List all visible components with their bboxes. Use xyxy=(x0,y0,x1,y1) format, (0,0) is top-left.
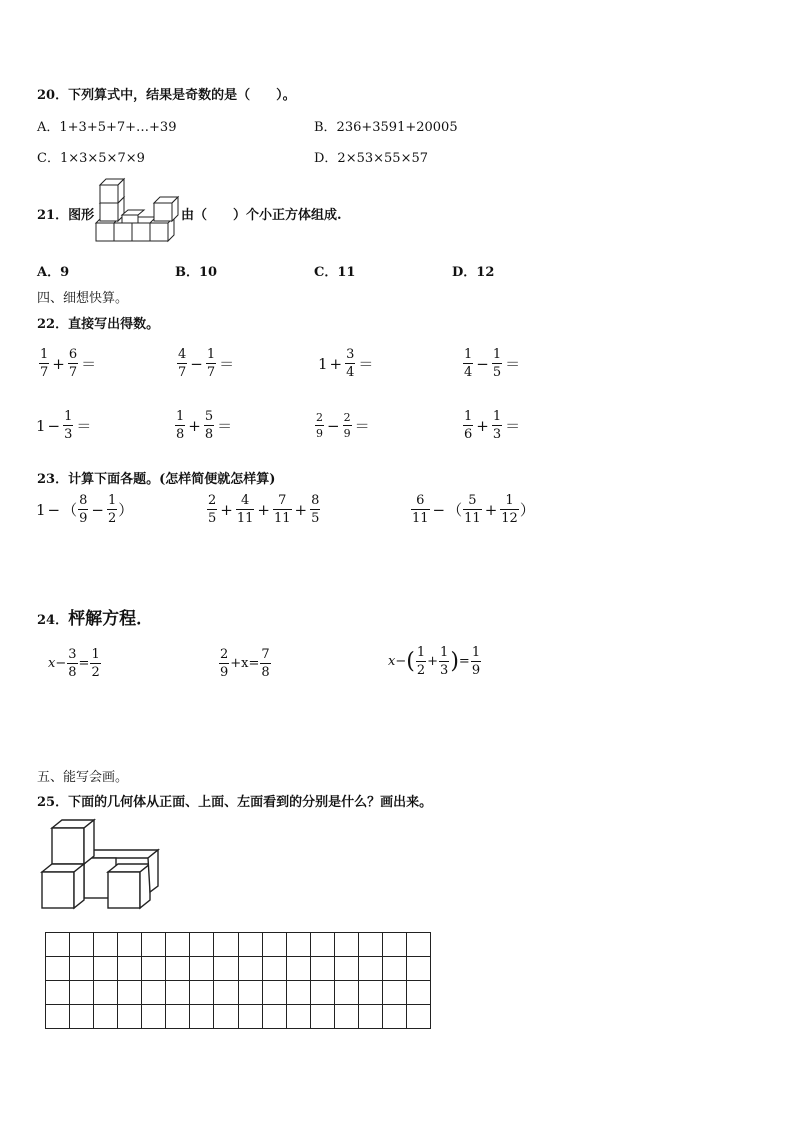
grid-cell[interactable] xyxy=(406,980,431,1005)
grid-cell[interactable] xyxy=(45,932,70,957)
grid-cell[interactable] xyxy=(406,932,431,957)
grid-cell[interactable] xyxy=(262,980,287,1005)
grid-cell[interactable] xyxy=(334,932,359,957)
grid-cell[interactable] xyxy=(165,932,190,957)
grid-cell[interactable] xyxy=(165,1004,190,1029)
grid-cell[interactable] xyxy=(93,980,118,1005)
q22-stem: 22．直接写出得数。 xyxy=(37,317,160,332)
grid-cell[interactable] xyxy=(189,980,214,1005)
q21-option-b[interactable]: B．10 xyxy=(175,265,218,280)
q21-option-c[interactable]: C．11 xyxy=(314,265,356,280)
grid-cell[interactable] xyxy=(141,980,166,1005)
grid-cell[interactable] xyxy=(382,932,407,957)
section-4-heading: 四、细想快算。 xyxy=(37,291,129,306)
q21-cube-figure xyxy=(94,178,180,244)
grid-cell[interactable] xyxy=(358,956,383,981)
grid-cell[interactable] xyxy=(238,980,263,1005)
q24-equation-1: x − $\frac{3}{8}$ = $\frac{1}{2}$ xyxy=(48,647,100,680)
grid-cell[interactable] xyxy=(310,980,335,1005)
grid-cell[interactable] xyxy=(213,1004,238,1029)
grid-cell[interactable] xyxy=(141,1004,166,1029)
grid-cell[interactable] xyxy=(262,956,287,981)
q24-equation-3: x − ( $\frac{1}{2}$ + $\frac{1}{3}$ ) = $\frac{1}{9}$ xyxy=(388,645,481,678)
grid-cell[interactable] xyxy=(334,980,359,1005)
q23-expr-2: $\frac{2}{5}$ + $\frac{4}{11}$ + $\frac{7}{11}$ + $\frac{8}{5}$ xyxy=(208,493,320,526)
q20-option-c[interactable]: C．1×3×5×7×9 xyxy=(37,151,145,166)
grid-cell[interactable] xyxy=(117,956,142,981)
grid-cell[interactable] xyxy=(93,932,118,957)
q21-stem-prefix: 21．图形 xyxy=(37,208,95,223)
grid-cell[interactable] xyxy=(358,1004,383,1029)
grid-cell[interactable] xyxy=(358,932,383,957)
grid-cell[interactable] xyxy=(334,1004,359,1029)
grid-cell[interactable] xyxy=(45,980,70,1005)
grid-cell[interactable] xyxy=(93,956,118,981)
grid-cell[interactable] xyxy=(382,980,407,1005)
q21-option-a[interactable]: A．9 xyxy=(37,265,70,280)
q22-expr-5: 1 − $\frac{1}{3}$ ＝ xyxy=(36,409,92,442)
grid-cell[interactable] xyxy=(286,956,311,981)
q22-expr-2: $\frac{4}{7}$ − $\frac{1}{7}$ ＝ xyxy=(178,347,235,380)
q23-expr-1: 1 − （ $\frac{8}{9}$ − $\frac{1}{2}$ ） xyxy=(36,493,134,526)
grid-cell[interactable] xyxy=(45,956,70,981)
grid-cell[interactable] xyxy=(406,1004,431,1029)
grid-cell[interactable] xyxy=(69,932,94,957)
grid-cell[interactable] xyxy=(382,956,407,981)
grid-cell[interactable] xyxy=(213,932,238,957)
q23-expr-3: $\frac{6}{11}$ − （ $\frac{5}{11}$ + $\frac{1}{12}$ ） xyxy=(412,493,535,526)
grid-cell[interactable] xyxy=(358,980,383,1005)
grid-cell[interactable] xyxy=(286,932,311,957)
grid-cell[interactable] xyxy=(189,956,214,981)
q20-option-b[interactable]: B．236+3591+20005 xyxy=(314,120,458,135)
q22-expr-1: $\frac{1}{7}$ + $\frac{6}{7}$ ＝ xyxy=(40,347,97,380)
grid-cell[interactable] xyxy=(286,1004,311,1029)
grid-cell[interactable] xyxy=(262,1004,287,1029)
q22-expr-8: $\frac{1}{6}$ + $\frac{1}{3}$ ＝ xyxy=(464,409,521,442)
grid-cell[interactable] xyxy=(117,1004,142,1029)
q21-stem-suffix: 由（ ）个小正方体组成. xyxy=(181,208,342,223)
q20-option-d[interactable]: D．2×53×55×57 xyxy=(314,151,428,166)
grid-cell[interactable] xyxy=(69,1004,94,1029)
section-5-heading: 五、能写会画。 xyxy=(37,770,129,785)
grid-cell[interactable] xyxy=(141,956,166,981)
q22-expr-7: $\frac{2}{9}$ − $\frac{2}{9}$ ＝ xyxy=(316,411,370,440)
grid-cell[interactable] xyxy=(334,956,359,981)
grid-cell[interactable] xyxy=(406,956,431,981)
grid-cell[interactable] xyxy=(45,1004,70,1029)
grid-cell[interactable] xyxy=(310,956,335,981)
q24-equation-2: $\frac{2}{9}$ +x = $\frac{7}{8}$ xyxy=(220,647,270,680)
q22-expr-3: 1 + $\frac{3}{4}$ ＝ xyxy=(318,347,374,380)
q25-cube-figure xyxy=(40,818,164,912)
grid-cell[interactable] xyxy=(238,956,263,981)
grid-cell[interactable] xyxy=(117,932,142,957)
grid-cell[interactable] xyxy=(213,980,238,1005)
q24-stem: 24．枰解方程． xyxy=(37,609,154,629)
grid-cell[interactable] xyxy=(165,956,190,981)
grid-cell[interactable] xyxy=(310,1004,335,1029)
q20-option-a[interactable]: A．1+3+5+7+…+39 xyxy=(37,120,177,135)
q22-expr-4: $\frac{1}{4}$ − $\frac{1}{5}$ ＝ xyxy=(464,347,521,380)
drawing-grid[interactable] xyxy=(45,932,430,1028)
grid-cell[interactable] xyxy=(382,1004,407,1029)
q23-stem: 23．计算下面各题。(怎样简便就怎样算) xyxy=(37,472,276,487)
grid-cell[interactable] xyxy=(310,932,335,957)
grid-cell[interactable] xyxy=(286,980,311,1005)
grid-cell[interactable] xyxy=(69,956,94,981)
q25-stem: 25．下面的几何体从正面、上面、左面看到的分别是什么？画出来。 xyxy=(37,795,433,810)
grid-cell[interactable] xyxy=(93,1004,118,1029)
q22-expr-6: $\frac{1}{8}$ + $\frac{5}{8}$ ＝ xyxy=(176,409,233,442)
grid-cell[interactable] xyxy=(189,1004,214,1029)
grid-cell[interactable] xyxy=(238,1004,263,1029)
q21-option-d[interactable]: D．12 xyxy=(452,265,495,280)
grid-cell[interactable] xyxy=(165,980,190,1005)
grid-cell[interactable] xyxy=(213,956,238,981)
grid-cell[interactable] xyxy=(262,932,287,957)
q20-stem: 20．下列算式中，结果是奇数的是（ ）。 xyxy=(37,88,296,103)
grid-cell[interactable] xyxy=(189,932,214,957)
grid-cell[interactable] xyxy=(117,980,142,1005)
grid-cell[interactable] xyxy=(141,932,166,957)
grid-cell[interactable] xyxy=(238,932,263,957)
grid-cell[interactable] xyxy=(69,980,94,1005)
